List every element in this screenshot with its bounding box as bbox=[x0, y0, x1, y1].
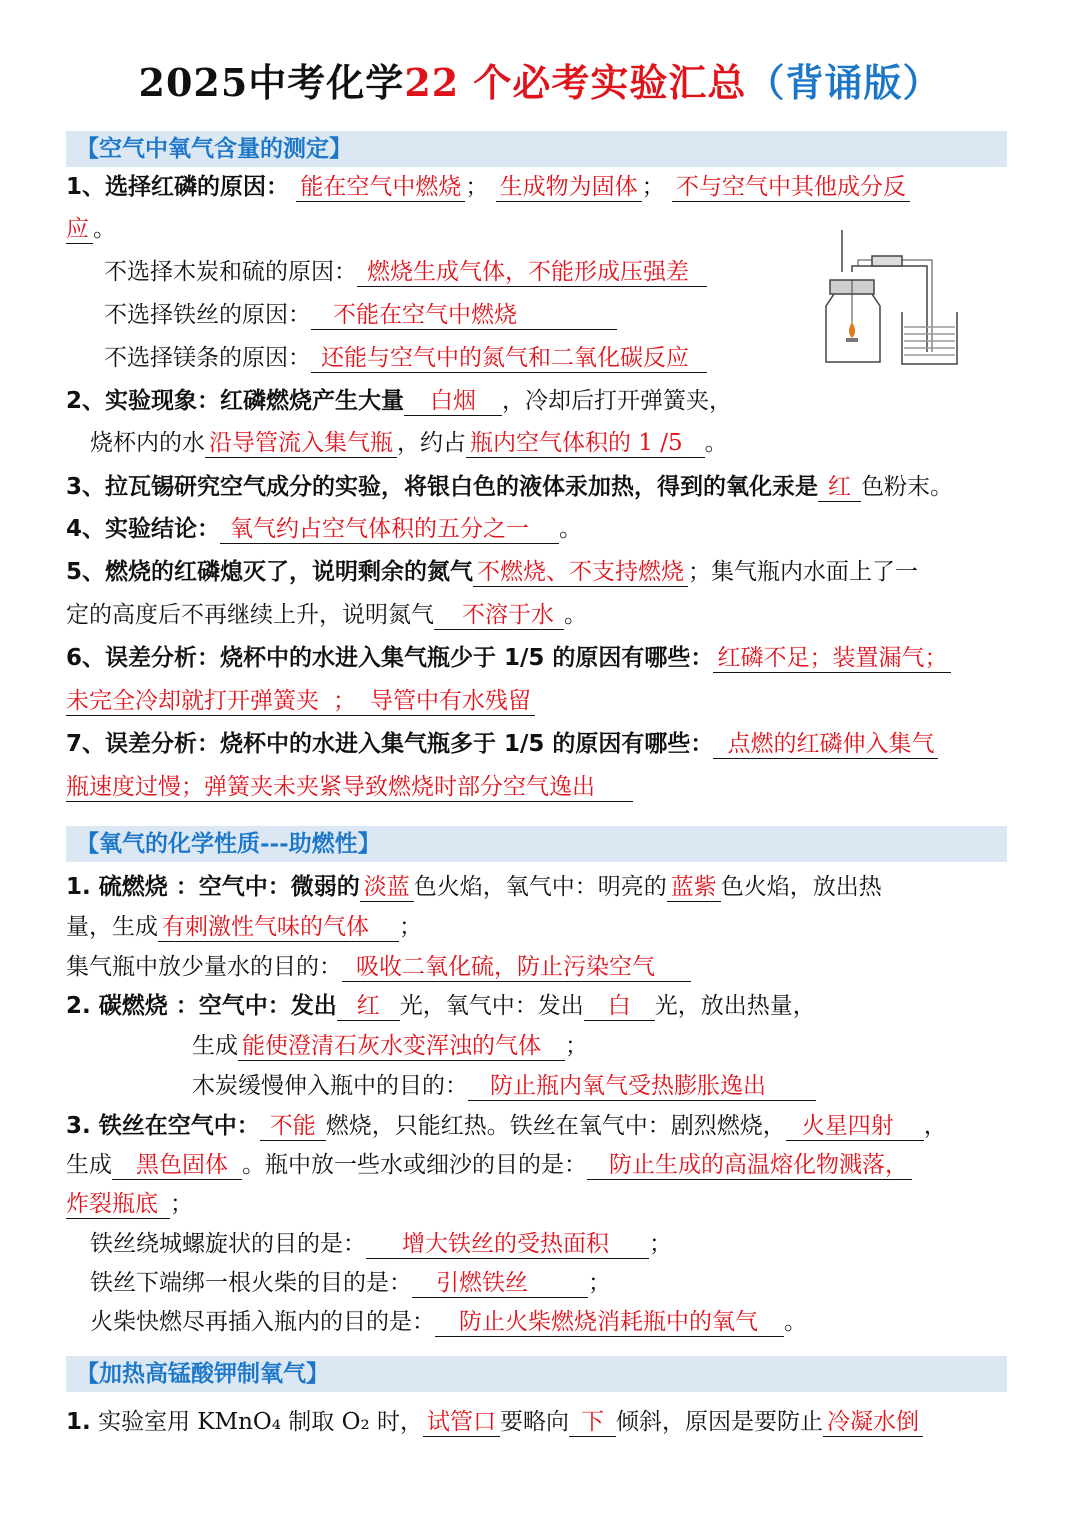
s2-q3: 3. 铁丝在空气中： 不能 燃烧，只能红热。铁丝在氧气中：剧烈燃烧， 火星四射 ， bbox=[66, 1113, 947, 1139]
apparatus-illustration bbox=[812, 222, 1012, 372]
s2-q1: 1. 硫燃烧 ：空气中：微弱的 淡蓝 色火焰，氧气中：明亮的 蓝紫 色火焰，放出热 bbox=[66, 874, 882, 900]
s1-q3: 3、拉瓦锡研究空气成分的实验，将银白色的液体汞加热，得到的氧化汞是 红 色粉末。 bbox=[66, 474, 954, 500]
s2-q3-cont2: 炸裂瓶底 ； bbox=[66, 1191, 193, 1217]
s1-q6-cont: 未完全冷却就打开弹簧夹 ； 导管中有水残留 bbox=[66, 686, 1016, 716]
s2-q2-cont2: 木炭缓慢伸入瓶中的目的： 防止瓶内氧气受热膨胀逸出 bbox=[192, 1071, 1080, 1101]
s1-q1c: 不选择铁丝的原因： 不能在空气中燃烧 bbox=[104, 300, 1054, 330]
s2-q1-cont2: 集气瓶中放少量水的目的： 吸收二氧化硫，防止污染空气 bbox=[66, 952, 1016, 982]
s1-q1d: 不选择镁条的原因： 还能与空气中的氮气和二氧化碳反应 bbox=[104, 343, 1054, 373]
s1-q7-cont: 瓶速度过慢；弹簧夹未夹紧导致燃烧时部分空气逸出 bbox=[66, 772, 1016, 802]
s3-q1: 1. 实验室用 KMnO₄ 制取 O₂ 时， 试管口 要略向 下 倾斜，原因是要防止 冷凝水倒 bbox=[66, 1407, 1016, 1437]
s1-q1b: 不选择木炭和硫的原因： 燃烧生成气体，不能形成压强差 bbox=[104, 257, 1054, 287]
s2-q2-cont: 生成 能使澄清石灰水变浑浊的气体 ； bbox=[192, 1033, 588, 1059]
s1-q1: 1、选择红磷的原因： 能在空气中燃烧 ； 生成物为固体 ； 不与空气中其他成分反 bbox=[66, 172, 1016, 202]
section-heading-oxygen-content: 【空气中氧气含量的测定】 bbox=[66, 131, 1007, 167]
s2-q5: 铁丝下端绑一根火柴的目的是： 引燃铁丝 ； bbox=[90, 1270, 611, 1296]
s2-q2: 2. 碳燃烧 ：空气中：发出 红 光，氧气中：发出 白 光，放出热量， bbox=[66, 993, 816, 1019]
s2-q1-cont: 量，生成 有刺激性气味的气体 ； bbox=[66, 914, 422, 940]
section-heading-oxygen-combustion: 【氧气的化学性质---助燃性】 bbox=[66, 826, 1007, 862]
s1-q7: 7、误差分析：烧杯中的水进入集气瓶多于 1/5 的原因有哪些： 点燃的红磷伸入集气 bbox=[66, 729, 1016, 759]
s2-q4: 铁丝绕城螺旋状的目的是： 增大铁丝的受热面积 ； bbox=[90, 1231, 672, 1257]
s1-q2: 2、实验现象：红磷燃烧产生大量 白烟 ，冷却后打开弹簧夹， bbox=[66, 388, 733, 414]
s1-q6: 6、误差分析：烧杯中的水进入集气瓶少于 1/5 的原因有哪些： 红磷不足；装置漏气； bbox=[66, 643, 1016, 673]
section-heading-kmno4: 【加热高锰酸钾制氧气】 bbox=[66, 1356, 1007, 1392]
s1-q2-cont: 烧杯内的水 沿导管流入集气瓶 ，约占 瓶内空气体积的 1 /5 。 bbox=[90, 430, 728, 456]
s1-q5: 5、燃烧的红磷熄灭了，说明剩余的氮气 不燃烧、不支持燃烧 ；集气瓶内水面上了一 bbox=[66, 559, 919, 585]
s2-q3-cont: 生成 黑色固体 。瓶中放一些水或细沙的目的是： 防止生成的高温熔化物溅落， bbox=[66, 1150, 1016, 1180]
s2-q6: 火柴快燃尽再插入瓶内的目的是： 防止火柴燃烧消耗瓶中的氧气 。 bbox=[90, 1309, 807, 1335]
s1-q1-cont: 应 。 bbox=[66, 216, 116, 242]
page-title: 2025中考化学22 个必考实验汇总（背诵版） bbox=[138, 60, 942, 105]
s1-q5-cont: 定的高度后不再继续上升，说明氮气 不溶于水 。 bbox=[66, 602, 587, 628]
s1-q4: 4、实验结论： 氧气约占空气体积的五分之一 。 bbox=[66, 516, 583, 542]
